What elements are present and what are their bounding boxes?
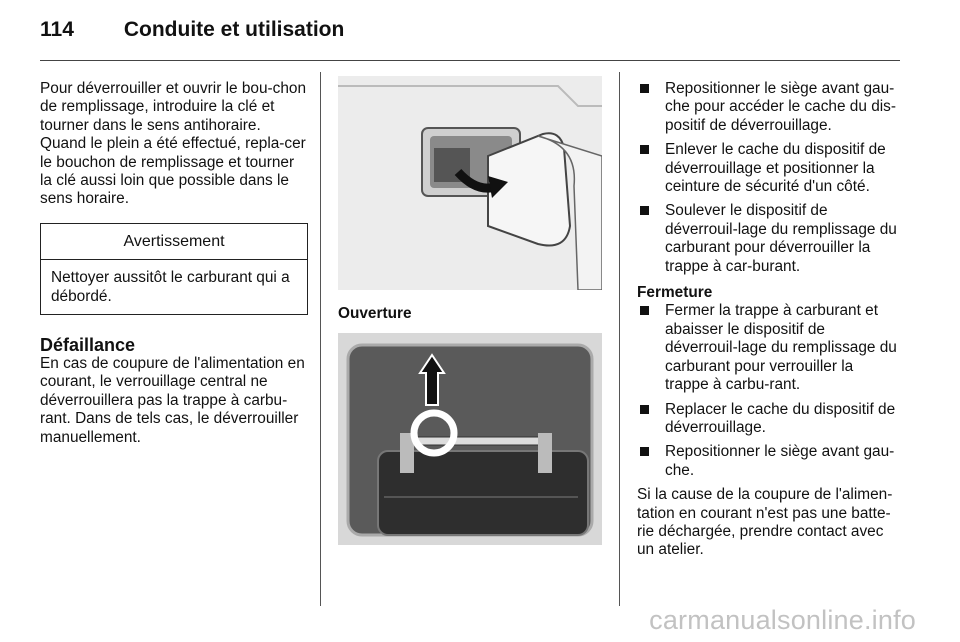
bullet-square-icon — [640, 405, 649, 414]
bullet-square-icon — [640, 84, 649, 93]
watermark: carmanualsonline.info — [649, 605, 916, 635]
left-column — [40, 80, 308, 447]
list-item: Soulever le dispositif de déverrouil-lage du remplissage du carburant pour déverrouiller la trappe à car-burant. — [637, 202, 901, 276]
list-item: Repositionner le siège avant gau-che pour accéder le cache du dis-positif de déverrouillage. — [637, 80, 901, 135]
bullet-square-icon — [640, 306, 649, 315]
page-header — [40, 18, 344, 42]
column-divider-right — [619, 72, 620, 606]
column-divider-left — [320, 72, 321, 606]
right-column — [637, 80, 901, 560]
page-title: Conduite et utilisation — [123, 18, 345, 41]
list-item: Enlever le cache du dispositif de déverrouillage et positionner la ceinture de sécurité d'un côté. — [637, 141, 901, 196]
warning-title: Avertissement — [41, 224, 307, 260]
figure-key-release-illustration — [338, 76, 602, 290]
list-item: Replacer le cache du dispositif de déverrouillage. — [637, 401, 901, 438]
intro-paragraph: Pour déverrouiller et ouvrir le bou-chon de remplissage, introduire la clé et tourner dans le sens antihoraire. Quand le plein a été effectué, repla-cer le bouchon de remplissage et tourner la clé aussi loin que possible dans le sens horaire. — [40, 80, 307, 208]
list-item: Fermer la trappe à carburant et abaisser le dispositif de déverrouil-lage du remplissage du carburant pour verrouiller la trappe à carbu-rant. — [637, 302, 901, 394]
closing-steps-list — [637, 302, 901, 480]
bullet-square-icon — [640, 206, 649, 215]
list-item: Repositionner le siège avant gau-che. — [637, 443, 901, 480]
warning-box — [40, 223, 308, 315]
closing-heading: Fermeture — [637, 284, 713, 302]
section-heading: Défaillance — [40, 335, 136, 356]
bullet-square-icon — [640, 145, 649, 154]
warning-body: Nettoyer aussitôt le carburant qui a débordé. — [51, 269, 290, 305]
bullet-square-icon — [640, 447, 649, 456]
closing-note: Si la cause de la coupure de l'alimen-tation en courant n'est pas une batte-rie déchargée, prendre contact avec un atelier. — [637, 486, 893, 559]
opening-steps-list — [637, 80, 901, 276]
figure-release-lever-illustration — [338, 333, 602, 545]
figure-caption: Ouverture — [338, 305, 412, 322]
section-body: En cas de coupure de l'alimentation en courant, le verrouillage central ne déverrouillera pas la trappe à carbu-rant. Dans de tels cas, le déverrouiller manuellement. — [40, 355, 305, 446]
page-number: 114 — [40, 18, 74, 41]
header-rule — [40, 60, 900, 61]
